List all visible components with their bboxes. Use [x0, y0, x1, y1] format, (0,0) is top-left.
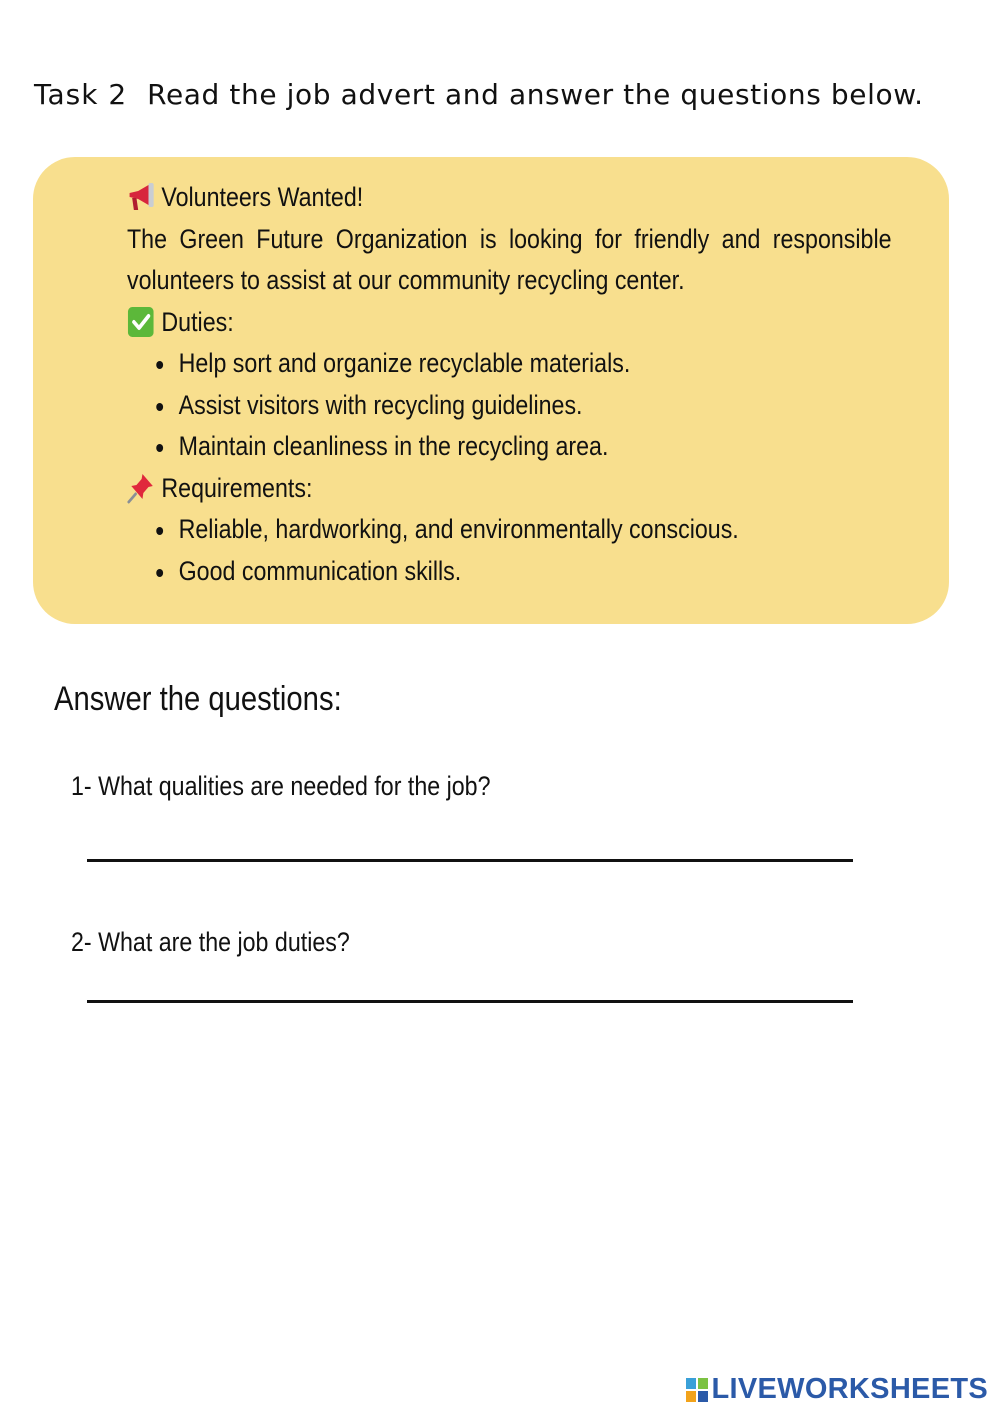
advert-body: The Green Future Organization is looking for friendly and responsible volunteers to assist at our community recycling center.: [127, 223, 892, 295]
duties-label: Duties:: [161, 306, 234, 337]
answer-field-2[interactable]: [87, 1000, 853, 1003]
duty-item: Assist visitors with recycling guidelines.: [127, 385, 892, 427]
logo-mark-icon: [686, 1378, 708, 1402]
task-instruction: Read the job advert and answer the questions below.: [147, 78, 924, 111]
check-mark-icon: [127, 306, 155, 338]
task-label: Task 2: [34, 78, 128, 111]
megaphone-icon: [127, 182, 155, 214]
requirement-item: Reliable, hardworking, and environmentally conscious.: [127, 509, 892, 551]
requirement-item: Good communication skills.: [127, 551, 892, 593]
requirements-list: [127, 509, 892, 592]
answer-field-1[interactable]: [87, 859, 853, 862]
liveworksheets-logo: [686, 1373, 989, 1406]
pushpin-icon: [127, 472, 155, 504]
requirements-heading-line: [127, 468, 892, 510]
duties-heading-line: [127, 302, 892, 344]
answer-section-title: Answer the questions:: [54, 680, 342, 718]
duties-list: [127, 343, 892, 468]
advert-heading: Volunteers Wanted!: [161, 182, 364, 212]
question-1: 1- What qualities are needed for the job?: [71, 771, 491, 801]
duty-item: Help sort and organize recyclable materials.: [127, 343, 892, 385]
question-2: 2- What are the job duties?: [71, 927, 350, 957]
task-header: [34, 78, 924, 111]
requirements-label: Requirements:: [161, 472, 313, 503]
job-advert: [33, 157, 949, 624]
duty-item: Maintain cleanliness in the recycling area.: [127, 426, 892, 468]
advert-heading-line: [127, 177, 892, 219]
logo-text: LIVEWORKSHEETS: [711, 1373, 988, 1405]
